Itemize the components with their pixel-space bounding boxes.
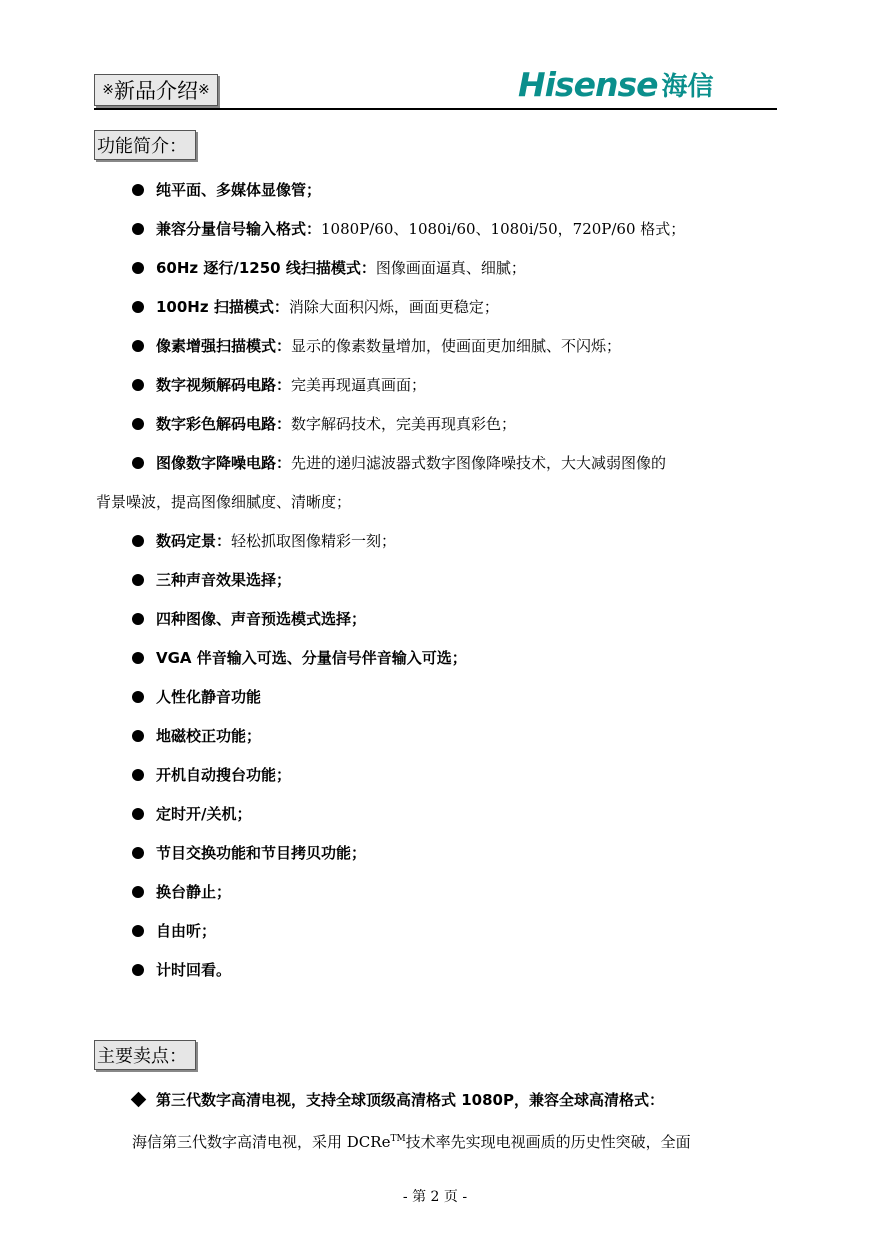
bullet-icon [132, 262, 144, 274]
feature-item: 计时回看。 [132, 960, 231, 980]
selling-point-paragraph: 海信第三代数字高清电视，采用 DCRe™技术率先实现电视画质的历史性突破，全面 [132, 1133, 691, 1151]
selling-points-title: 主要卖点： [94, 1040, 196, 1070]
page-number: - 第 2 页 - [402, 1189, 468, 1205]
bullet-icon [132, 340, 144, 352]
feature-item: VGA 伴音输入可选、分量信号伴音输入可选； [132, 648, 467, 668]
feature-item: 开机自动搜台功能； [132, 765, 291, 785]
bullet-icon [132, 769, 144, 781]
bullet-icon [132, 886, 144, 898]
feature-item: 人性化静音功能 [132, 687, 261, 707]
bullet-icon [132, 691, 144, 703]
trademark-mark: TM [390, 1134, 406, 1144]
bullet-icon [132, 223, 144, 235]
feature-item: 三种声音效果选择； [132, 570, 291, 590]
hisense-logo [518, 66, 778, 102]
selling-point-item: 第三代数字高清电视，支持全球顶级高清格式 1080P，兼容全球高清格式： [132, 1090, 664, 1110]
feature-item: 数字视频解码电路：完美再现逼真画面； [132, 375, 426, 395]
bullet-icon [132, 535, 144, 547]
bullet-icon [132, 652, 144, 664]
features-title: 功能简介： [94, 130, 196, 160]
feature-item-continuation: 背景噪波，提高图像细腻度、清晰度； [96, 493, 352, 511]
feature-item: 数码定景：轻松抓取图像精彩一刻； [132, 531, 396, 551]
bullet-icon [132, 613, 144, 625]
logo-chinese: 海信 [661, 71, 714, 102]
feature-item: 四种图像、声音预选模式选择； [132, 609, 366, 629]
feature-item: 图像数字降噪电路：先进的递归滤波器式数字图像降噪技术，大大减弱图像的 [132, 453, 666, 473]
feature-item: 纯平面、多媒体显像管； [132, 180, 321, 200]
tag-mark-left: ※ [102, 82, 114, 98]
feature-item: 自由听； [132, 921, 216, 941]
bullet-icon [132, 301, 144, 313]
tag-mark-right: ※ [198, 82, 210, 98]
feature-item: 换台静止； [132, 882, 231, 902]
feature-item: 定时开/关机； [132, 804, 251, 824]
feature-item: 地磁校正功能； [132, 726, 261, 746]
bullet-icon [132, 418, 144, 430]
feature-item: 像素增强扫描模式：显示的像素数量增加，使画面更加细腻、不闪烁； [132, 336, 621, 356]
bullet-icon [132, 808, 144, 820]
tag-text: 新品介绍 [114, 79, 198, 103]
feature-item: 60Hz 逐行/1250 线扫描模式：图像画面逼真、细腻； [132, 258, 526, 278]
diamond-bullet-icon [131, 1092, 147, 1108]
bullet-icon [132, 964, 144, 976]
bullet-icon [132, 457, 144, 469]
bullet-icon [132, 730, 144, 742]
logo-english: Hisense [518, 64, 658, 104]
bullet-icon [132, 379, 144, 391]
bullet-icon [132, 184, 144, 196]
header-divider [94, 108, 777, 110]
feature-item: 数字彩色解码电路：数字解码技术，完美再现真彩色； [132, 414, 516, 434]
feature-item: 100Hz 扫描模式：消除大面积闪烁，画面更稳定； [132, 297, 499, 317]
bullet-icon [132, 925, 144, 937]
feature-item: 节目交换功能和节目拷贝功能； [132, 843, 366, 863]
bullet-icon [132, 847, 144, 859]
feature-item: 兼容分量信号输入格式：1080P/60、1080i/60、1080i/50，720P/60 格式； [132, 219, 685, 239]
new-product-tag [94, 74, 218, 106]
bullet-icon [132, 574, 144, 586]
